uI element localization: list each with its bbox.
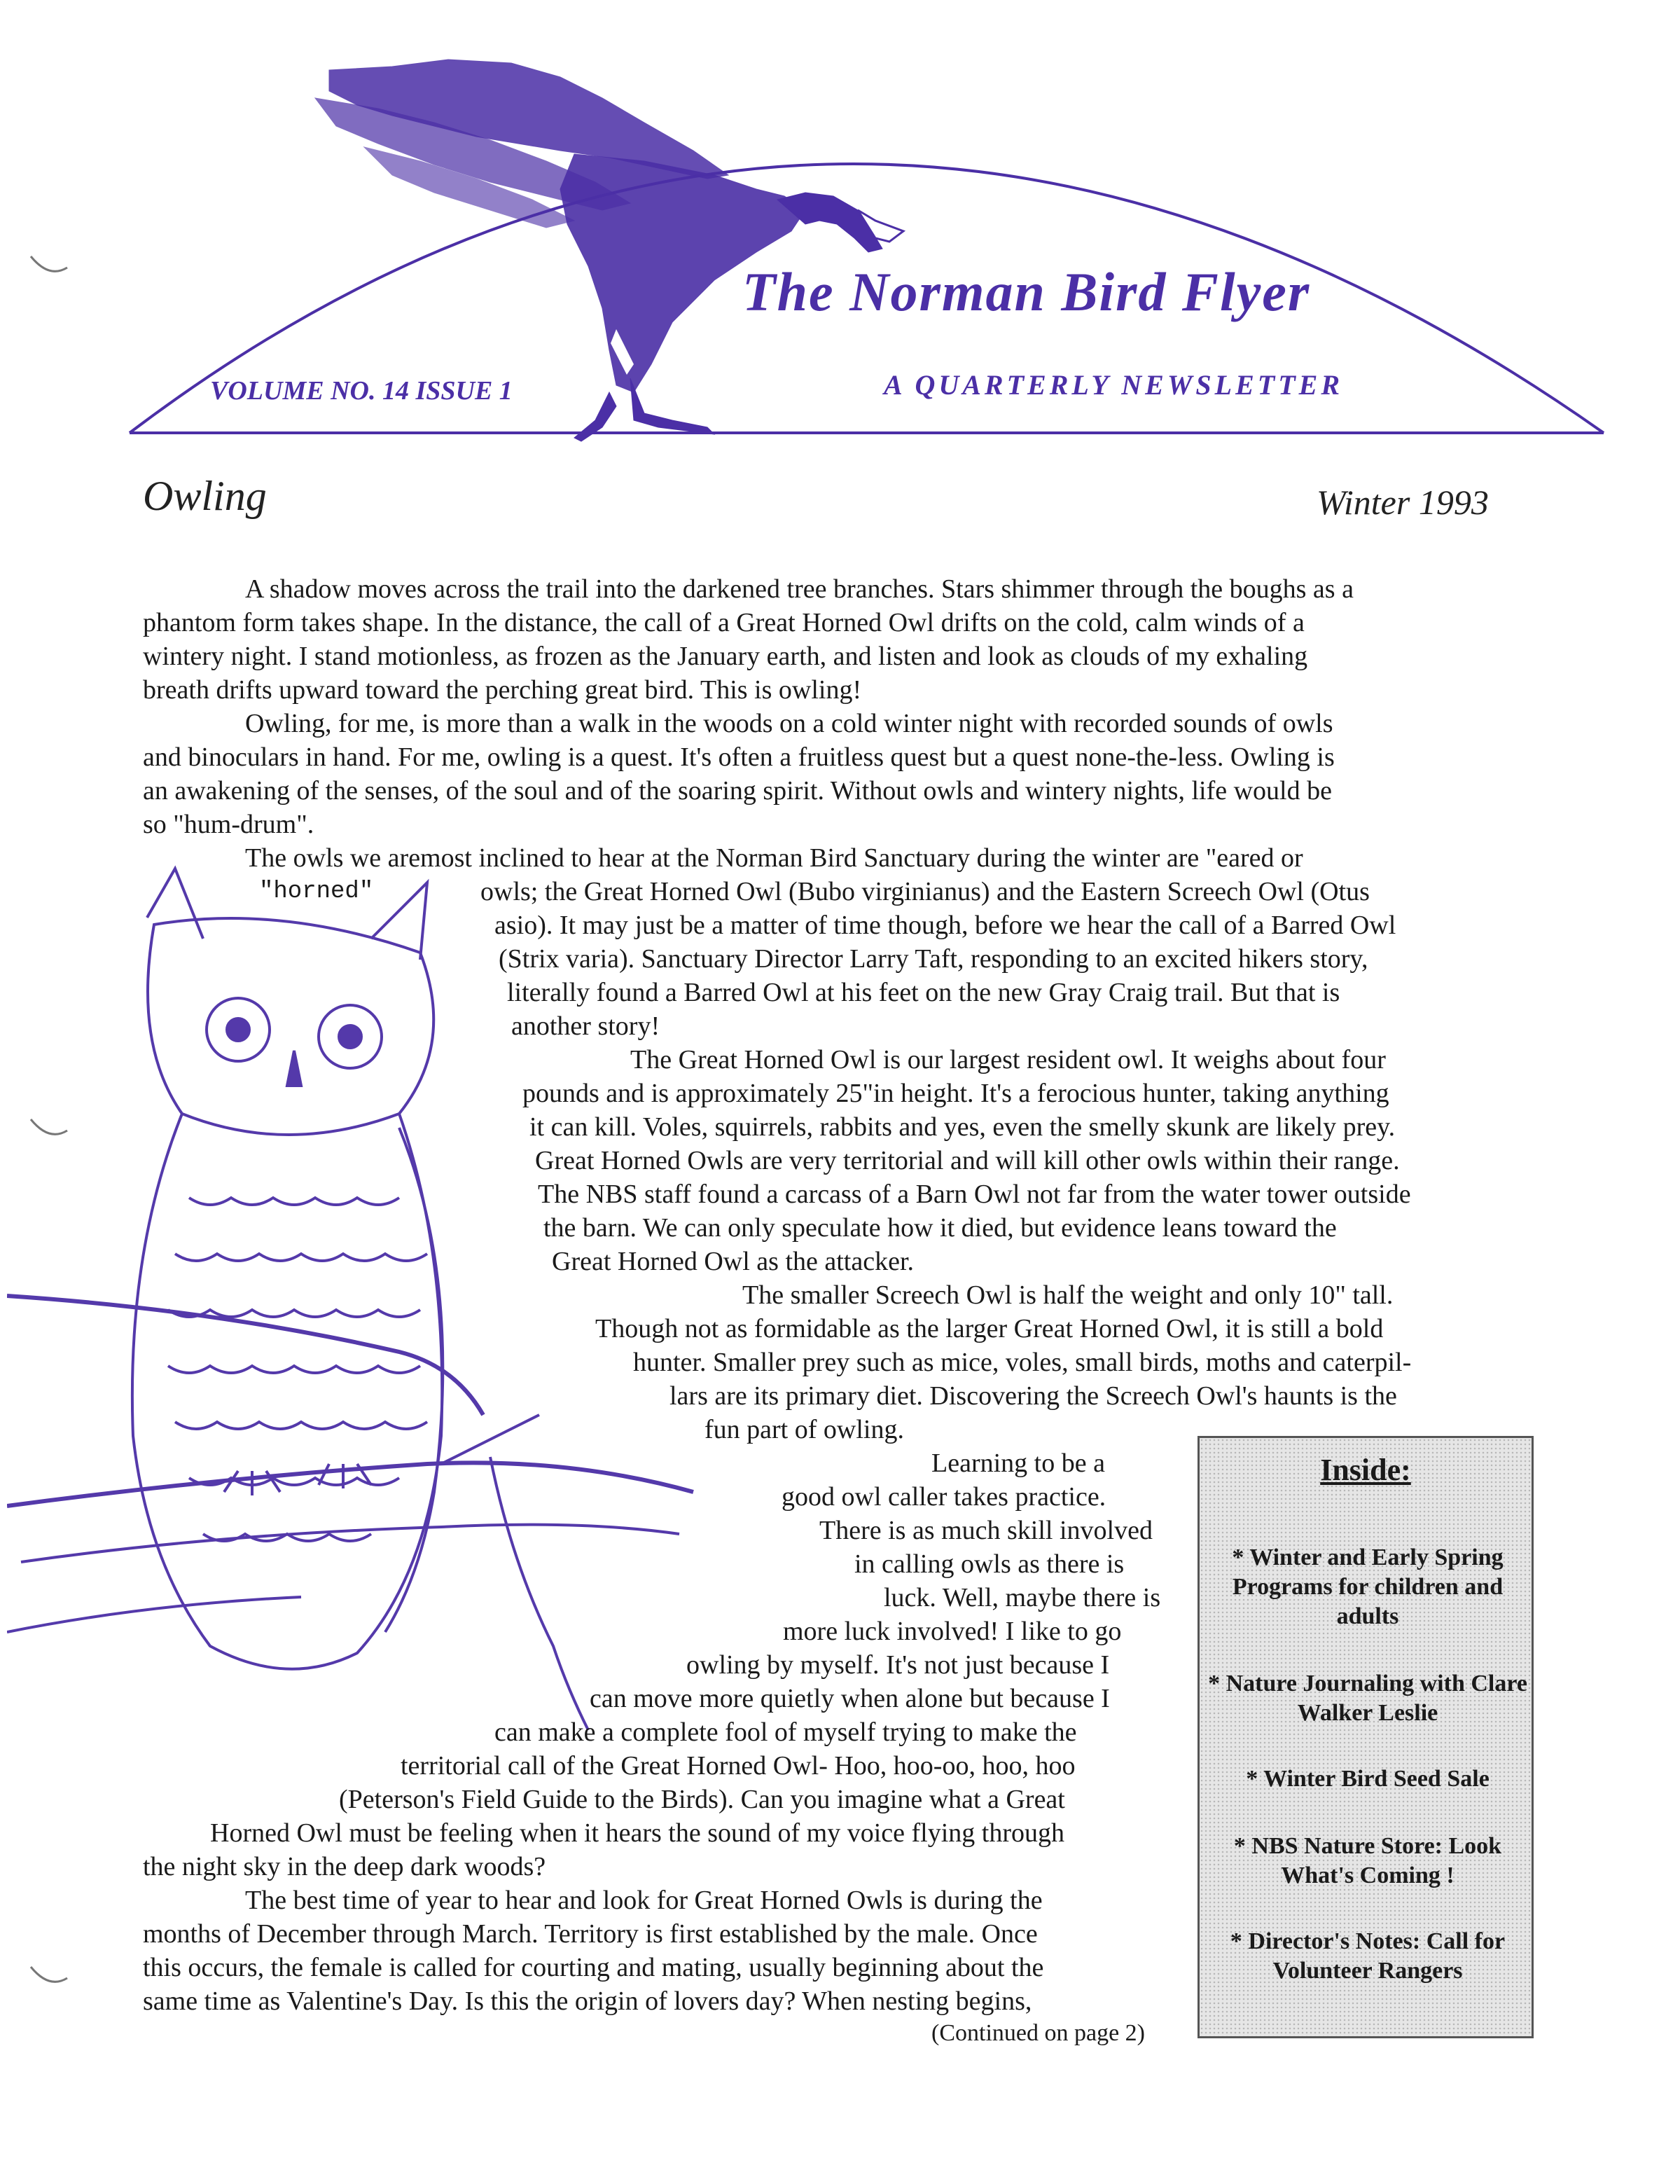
article-line: territorial call of the Great Horned Owl- Hoo, hoo-oo, hoo, hoo [401, 1751, 1076, 1781]
article-line: "horned" [259, 878, 374, 905]
article-line: (Peterson's Field Guide to the Birds). Can you imagine what a Great [339, 1785, 1065, 1814]
article-line: hunter. Smaller prey such as mice, voles, small birds, moths and caterpil- [633, 1348, 1412, 1377]
binder-hole-mark [28, 251, 70, 279]
article-line: good owl caller takes practice. [782, 1482, 1106, 1512]
article-line: an awakening of the senses, of the soul and of the soaring spirit. Without owls and wintery nights, life would be [143, 776, 1332, 806]
article-line: the barn. We can only speculate how it died, but evidence leans toward the [543, 1213, 1337, 1243]
article-line: and binoculars in hand. For me, owling is a quest. It's often a fruitless quest but a quest none-the-less. Owling is [143, 742, 1335, 772]
article-line: in calling owls as there is [854, 1549, 1125, 1579]
article-line: The smaller Screech Owl is half the weight and only 10" tall. [742, 1280, 1394, 1310]
article-line: the night sky in the deep dark woods? [143, 1852, 546, 1881]
inside-item: * Nature Journaling with Clare Walker Leslie [1208, 1671, 1527, 1726]
inside-item: * Director's Notes: Call for Volunteer Rangers [1230, 1928, 1506, 1984]
volume-issue: VOLUME NO. 14 ISSUE 1 [210, 376, 513, 406]
inside-contents-box [1197, 1436, 1534, 2038]
article-line: phantom form takes shape. In the distance, the call of a Great Horned Owl drifts on the cold, calm winds of a [143, 608, 1305, 637]
newsletter-title: The Norman Bird Flyer [742, 261, 1311, 322]
article-line: Great Horned Owl as the attacker. [552, 1247, 915, 1276]
inside-heading: Inside: [1320, 1453, 1411, 1487]
article-line: Owling, for me, is more than a walk in the woods on a cold winter night with recorded sounds of owls [245, 709, 1333, 738]
article-line: The Great Horned Owl is our largest resident owl. It weighs about four [630, 1045, 1386, 1074]
article-line: so "hum-drum". [143, 810, 314, 839]
article-line: Learning to be a [931, 1449, 1105, 1478]
article-line: Horned Owl must be feeling when it hears the sound of my voice flying through [210, 1818, 1064, 1848]
article-line: luck. Well, maybe there is [884, 1583, 1161, 1612]
article-line: can move more quietly when alone but because I [590, 1684, 1110, 1713]
masthead [0, 0, 1680, 504]
article-line: Though not as formidable as the larger Great Horned Owl, it is still a bold [595, 1314, 1384, 1343]
article-line: months of December through March. Territory is first established by the male. Once [143, 1919, 1038, 1949]
article-line: Great Horned Owls are very territorial and will kill other owls within their range. [535, 1146, 1400, 1175]
article-line: lars are its primary diet. Discovering the Screech Owl's haunts is the [669, 1381, 1397, 1411]
article-line: The best time of year to hear and look for Great Horned Owls is during the [245, 1886, 1043, 1915]
article-line: A shadow moves across the trail into the darkened tree branches. Stars shimmer through the boughs as a [245, 574, 1354, 604]
article-line: wintery night. I stand motionless, as frozen as the January earth, and listen and look as clouds of my exhaling [143, 642, 1308, 671]
article-line: same time as Valentine's Day. Is this the origin of lovers day? When nesting begins, [143, 1986, 1032, 2016]
inside-item: * Winter and Early Spring Programs for children and adults [1232, 1544, 1504, 1629]
article-line: asio). It may just be a matter of time though, before we hear the call of a Barred Owl [494, 911, 1396, 940]
issue-date: Winter 1993 [1317, 483, 1489, 522]
article-line: The owls we aremost inclined to hear at the Norman Bird Sanctuary during the winter are "eared or [245, 843, 1303, 873]
article-line: literally found a Barred Owl at his feet on the new Gray Craig trail. But that is [507, 978, 1340, 1007]
article-line: The NBS staff found a carcass of a Barn Owl not far from the water tower outside [538, 1180, 1411, 1209]
article-line: owls; the Great Horned Owl (Bubo virginianus) and the Eastern Screech Owl (Otus [480, 877, 1370, 906]
article-line: pounds and is approximately 25"in height. It's a ferocious hunter, taking anything [522, 1079, 1389, 1108]
newsletter-subtitle: A QUARTERLY NEWSLETTER [884, 369, 1344, 401]
inside-item: * NBS Nature Store: Look What's Coming ! [1233, 1833, 1502, 1888]
article-line: can make a complete fool of myself trying to make the [494, 1718, 1077, 1747]
inside-item: * Winter Bird Seed Sale [1246, 1766, 1490, 1792]
continued-note: (Continued on page 2) [931, 2020, 1145, 2046]
article-line: it can kill. Voles, squirrels, rabbits and yes, even the smelly skunk are likely prey. [529, 1112, 1396, 1142]
article-line: this occurs, the female is called for courting and mating, usually beginning about the [143, 1953, 1044, 1982]
article-line: fun part of owling. [704, 1415, 904, 1444]
article-line: owling by myself. It's not just because I [686, 1650, 1110, 1680]
article-line: There is as much skill involved [819, 1516, 1153, 1545]
article-line: (Strix varia). Sanctuary Director Larry Taft, responding to an excited hikers story, [499, 944, 1368, 974]
article-line: breath drifts upward toward the perching great bird. This is owling! [143, 675, 862, 705]
masthead-arc-graphic [0, 0, 1680, 504]
binder-hole-mark [28, 1961, 70, 1989]
article-title: Owling [143, 473, 267, 519]
article-line: another story! [511, 1011, 660, 1041]
article-line: more luck involved! I like to go [783, 1617, 1122, 1646]
